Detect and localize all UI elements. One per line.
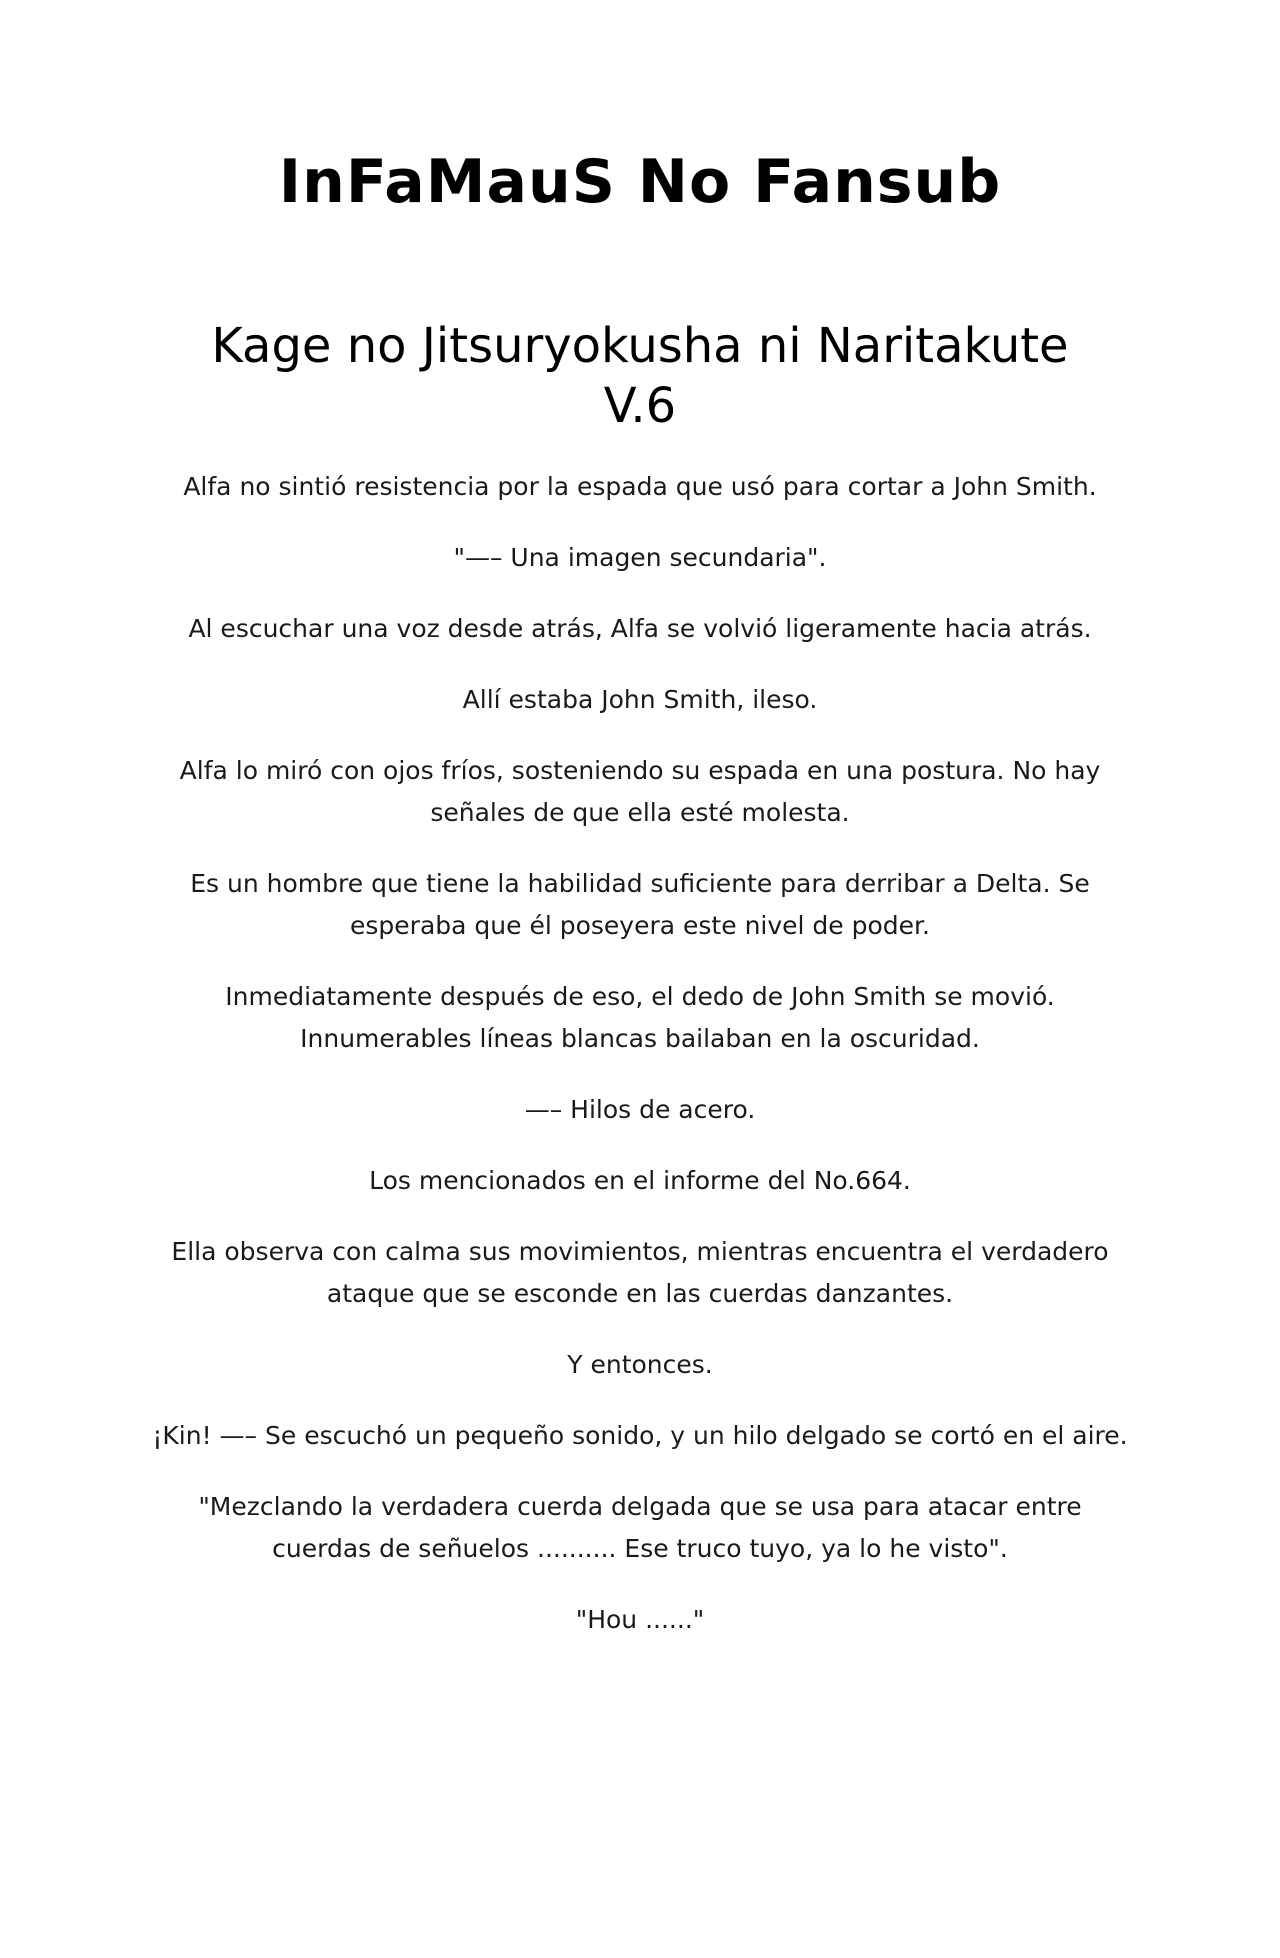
document-title (150, 316, 1130, 436)
document-title-line-1: Kage no Jitsuryokusha ni Naritakute (211, 318, 1069, 374)
paragraph: Al escuchar una voz desde atrás, Alfa se volvió ligeramente hacia atrás. (188, 614, 1092, 643)
document-title-line-2: V.6 (603, 378, 677, 434)
paragraph: Inmediatamente después de eso, el dedo de John Smith se movió. Innumerables líneas blancas bailaban en la oscuridad. (225, 982, 1055, 1053)
paragraph: "—– Una imagen secundaria". (453, 543, 827, 572)
paragraph: Y entonces. (567, 1350, 713, 1379)
paragraph: Es un hombre que tiene la habilidad suficiente para derribar a Delta. Se esperaba que él poseyera este nivel de poder. (190, 869, 1090, 940)
paragraph: Alfa no sintió resistencia por la espada que usó para cortar a John Smith. (183, 472, 1097, 501)
paragraph: Alfa lo miró con ojos fríos, sosteniendo su espada en una postura. No hay señales de que ella esté molesta. (179, 756, 1101, 827)
paragraph: Ella observa con calma sus movimientos, mientras encuentra el verdadero ataque que se esconde en las cuerdas danzantes. (171, 1237, 1109, 1308)
paragraph: "Mezclando la verdadera cuerda delgada que se usa para atacar entre cuerdas de señuelos .......... Ese truco tuyo, ya lo he visto". (198, 1492, 1082, 1563)
site-title: InFaMauS No Fansub (278, 147, 1002, 217)
paragraph: Allí estaba John Smith, ileso. (462, 685, 818, 714)
paragraph: ¡Kin! —– Se escuchó un pequeño sonido, y un hilo delgado se cortó en el aire. (152, 1421, 1128, 1450)
paragraph: "Hou ......" (575, 1605, 705, 1634)
paragraph: —– Hilos de acero. (524, 1095, 756, 1124)
paragraph: Los mencionados en el informe del No.664. (369, 1166, 911, 1195)
body-text (150, 466, 1130, 1641)
